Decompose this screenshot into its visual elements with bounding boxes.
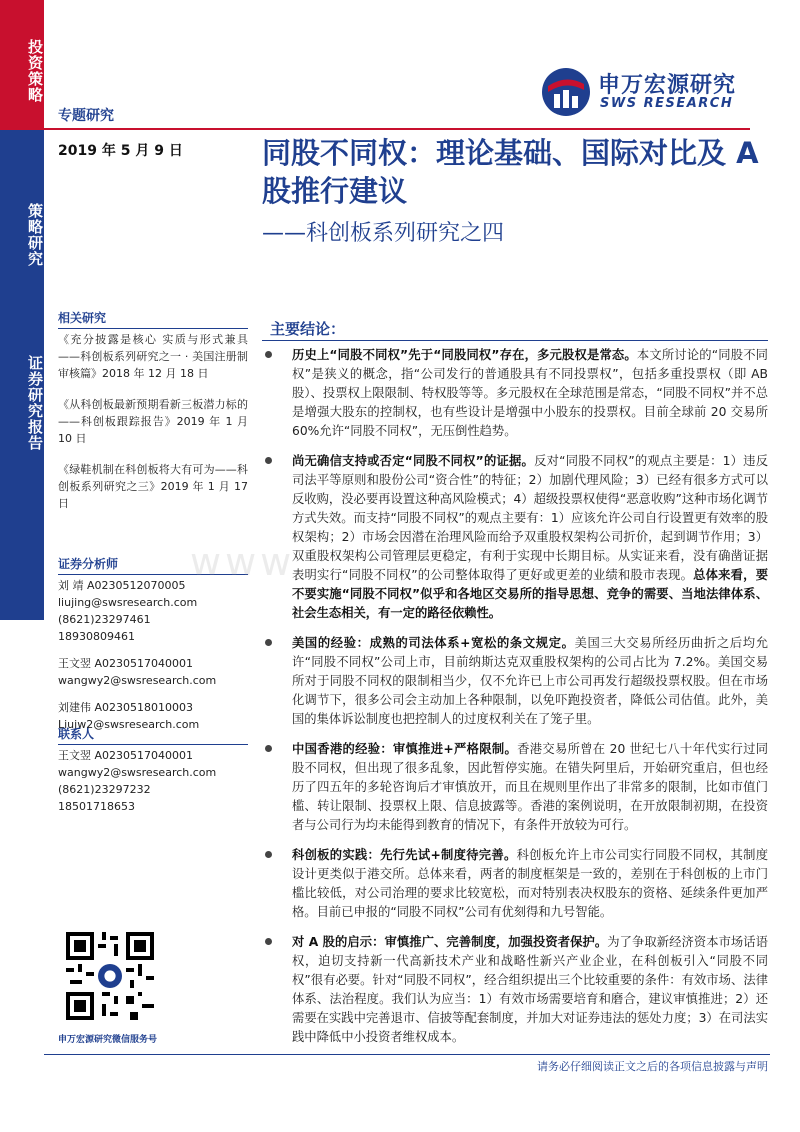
main-heading-divider (262, 340, 768, 341)
category-tag-text: 策略研究 (26, 203, 44, 267)
point-lead: 对 A 股的启示：审慎推广、完善制度，加强投资者保护。 (292, 935, 608, 949)
contact-email[interactable]: wangwy2@swsresearch.com (58, 766, 217, 779)
point-body: 本文所讨论的“同股不同权”是狭义的概念，指“公司发行的普通股具有不同投票权”，包括多重投票权（即 AB 股）、投票权上限限制、特权股等等。多元股权在全球范围是常态，“同股不同权”并不总是增强大股东的控制权，也有些设计是增强中小股东的投票权。目前全球前 20 交易所 60%允许“同股不同权”，无压倒性趋势。 (292, 348, 768, 438)
point-body: 香港交易所曾在 20 世纪七八十年代实行过同股不同权，但出现了很多乱象，因此暂停实施。在错失阿里后，开始研究重启，但也经历了四五年的多轮咨询后才审慎放开，而且在规则里作出了非常多的限制，比如市值门槛、转让限制、投票权上限、信息披露等。香港的案例说明，在开放限制初期，在投资者与公司行为均未能得到教育的情况下，有条件开放较为可行。 (292, 742, 768, 832)
related-research-item[interactable]: 《绿鞋机制在科创板将大有可为——科创板系列研究之三》2019 年 1 月 17 日 (58, 463, 248, 510)
header-divider (44, 128, 750, 130)
wechat-qr-code-icon[interactable] (62, 928, 158, 1024)
logo-cn-text: 申万宏源研究 (598, 73, 737, 98)
qr-caption: 申万宏源研究微信服务号 (58, 1035, 158, 1045)
conclusion-point (262, 846, 768, 922)
analyst-name-id: 刘建伟 A0230518010003 (58, 701, 194, 714)
point-tail: 总体来看，要不要实施“同股不同权”似乎和各地区交易所的指导思想、竞争的需要、当地法律体系、社会生态相关，有一定的路径依赖性。 (292, 568, 768, 620)
category-tag-text: 证券研究报告 (26, 355, 44, 451)
sws-logo (540, 64, 770, 120)
conclusion-point (262, 933, 768, 1047)
contact-heading: 联系人 (58, 727, 95, 741)
bullet-dot-icon (265, 851, 272, 858)
analyst-name-id: 刘 靖 A0230512070005 (58, 579, 186, 592)
analysts-section (58, 556, 248, 743)
report-title: 同股不同权：理论基础、国际对比及 A 股推行建议 (262, 136, 759, 208)
bullet-dot-icon (265, 938, 272, 945)
related-research-heading: 相关研究 (58, 311, 107, 325)
category-tag-strategy-research (0, 130, 44, 320)
point-body: 美国三大交易所经历曲折之后均允许“同股不同权”公司上市，目前纳斯达克双重股权架构的公司占比为 7.2%。美国交易所对于同股不同权的限制相当少，仅不允许已上市公司再发行超级投票权股。但在市场化调节下，很多公司会主动加上各种限制，以免吓跑投资者，降低公司估值。此外，美国的集体诉讼制度也把控制人的过度权利关在了笼子里。 (292, 636, 768, 726)
related-research-section (58, 310, 248, 526)
category-tag-text: 投资策略 (26, 39, 44, 103)
analyst-email[interactable]: Liujw2@swsresearch.com (58, 718, 200, 731)
analyst-email[interactable]: wangwy2@swsresearch.com (58, 674, 217, 687)
category-tag-investment-strategy (0, 0, 44, 130)
watermark: www. (190, 540, 308, 584)
contact-name-id: 王文翌 A0230517040001 (58, 749, 194, 762)
analyst-phone: (8621)23297461 (58, 613, 151, 626)
bullet-dot-icon (265, 639, 272, 646)
conclusion-point (262, 740, 768, 835)
point-lead: 尚无确信支持或否定“同股不同权”的证据。 (292, 454, 535, 468)
main-conclusions (262, 346, 768, 1058)
category-tag-securities-report (0, 320, 44, 620)
contact-mobile: 18501718653 (58, 800, 135, 813)
disclaimer-footer[interactable]: 请务必仔细阅读正文之后的各项信息披露与声明 (537, 1060, 768, 1073)
contact-section (58, 726, 248, 815)
section-divider (58, 328, 248, 329)
bullet-dot-icon (265, 351, 272, 358)
conclusion-point (262, 452, 768, 623)
logo-en-text: SWS RESEARCH (600, 96, 734, 111)
report-subtitle: ——科创板系列研究之四 (262, 221, 505, 246)
bullet-dot-icon (265, 745, 272, 752)
point-body: 科创板允许上市公司实行同股不同权，其制度设计更类似于港交所。总体来看，两者的制度框架是一致的，差别在于科创板的上市门槛比较低，对公司治理的要求比较宽松，而对特别表决权股东的资格、延续条件更加严格。目前已申报的“同股不同权”公司有优刻得和九号智能。 (292, 848, 768, 919)
analyst-mobile: 18930809461 (58, 630, 135, 643)
analyst-name-id: 王文翌 A0230517040001 (58, 657, 194, 670)
point-lead: 科创板的实践：先行先试+制度待完善。 (292, 848, 517, 862)
conclusion-point (262, 346, 768, 441)
related-research-item[interactable]: 《从科创板最新预期看新三板潜力标的——科创板跟踪报告》2019 年 1 月 10 日 (58, 398, 248, 445)
conclusion-point (262, 634, 768, 729)
point-lead: 美国的经验：成熟的司法体系+宽松的条文规定。 (292, 636, 575, 650)
bullet-dot-icon (265, 457, 272, 464)
analyst-card (58, 655, 248, 689)
analyst-email[interactable]: liujing@swsresearch.com (58, 596, 198, 609)
contact-phone: (8621)23297232 (58, 783, 151, 796)
report-date: 2019 年 5 月 9 日 (58, 143, 183, 159)
analyst-card (58, 577, 248, 645)
footer-divider (44, 1054, 770, 1055)
sws-logo-icon (540, 66, 592, 118)
related-research-item[interactable]: 《充分披露是核心 实质与形式兼具——科创板系列研究之一 · 美国注册制审核篇》2018 年 12 月 18 日 (58, 333, 248, 380)
point-lead: 中国香港的经验：审慎推进+严格限制。 (292, 742, 518, 756)
point-lead: 历史上“同股不同权”先于“同股同权”存在，多元股权是常态。 (292, 348, 637, 362)
document-type: 专题研究 (58, 108, 114, 124)
main-conclusions-heading: 主要结论： (270, 320, 346, 338)
analysts-heading: 证券分析师 (58, 557, 119, 571)
section-divider (58, 744, 248, 745)
point-body: 反对“同股不同权”的观点主要是：1）违反司法平等原则和股份公司“资合性”的特征；2）加剧代理风险；3）已经有很多方式可以反收购，没必要再设置这种高风险模式；4）超级投票权使得“恶意收购”这种市场化调节方式失效。而支持“同股不同权”的观点主要有：1）应该允许公司自行设置更有效率的股权架构；2）市场会因潜在治理风险而给予双重股权架构公司折价，起到调节作用；3）双重股权架构公司管理层更稳定，有利于实现中长期目标。从实证来看，没有确凿证据表明实行“同股不同权”的公司整体取得了更好或更差的业绩和股市表现。 (292, 454, 768, 582)
point-body: 为了争取新经济资本市场话语权，迫切支持新一代高新技术产业和战略性新兴产业企业，在科创板引入“同股不同权”很有必要。针对“同股不同权”，经合组织提出三个比较重要的条件：有效市场、法律体系、法治程度。我们认为应当：1）有效市场需要培育和磨合，建议审慎推进；2）还需要在实践中完善退市、信披等配套制度，并加大对证券违法的惩处力度；3）在司法实践中降低中小投资者维权成本。 (292, 935, 768, 1044)
